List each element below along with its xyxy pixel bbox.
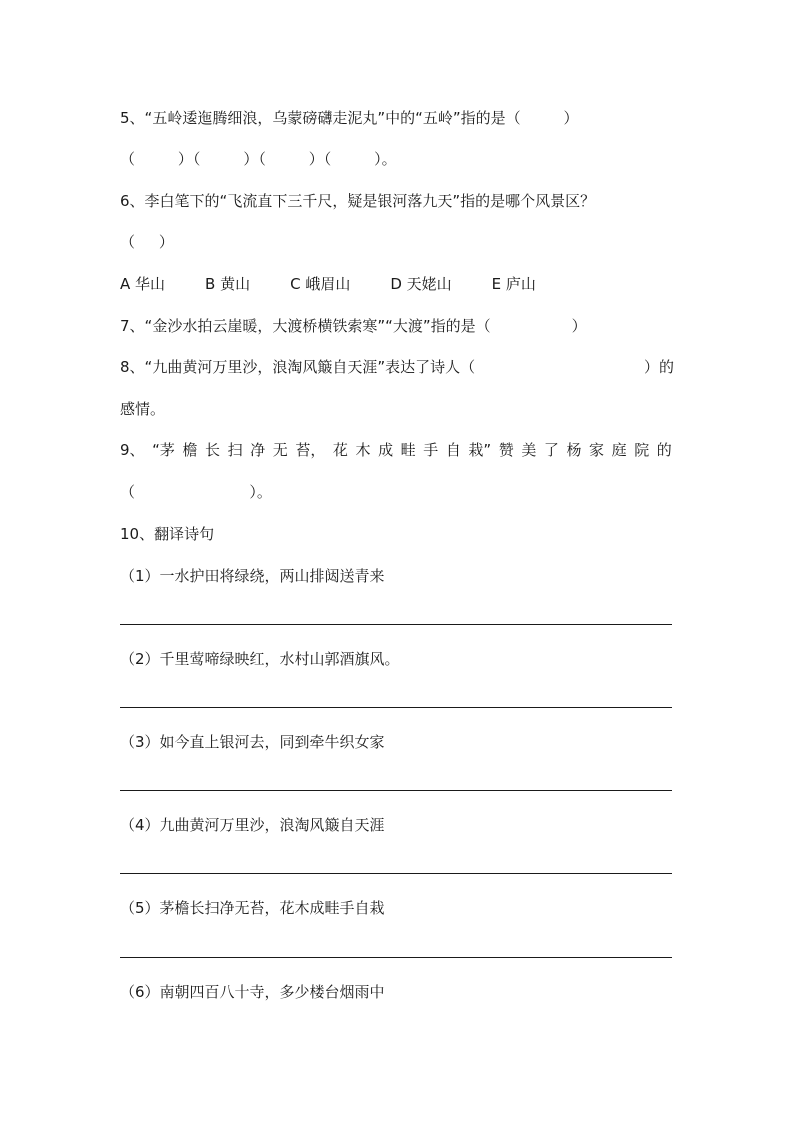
question-6-answer-blank: （ ） [120, 233, 174, 251]
answer-line-2[interactable] [120, 707, 672, 708]
q9-char: 畦 [400, 441, 416, 459]
q9-char: 的 [656, 441, 672, 459]
translate-item-4: （4）九曲黄河万里沙，浪淘风簸自天涯 [120, 816, 385, 834]
q9-char: 了 [543, 441, 559, 459]
q9-char: 9、 [120, 441, 145, 459]
question-6-options [120, 274, 576, 294]
q9-char: “茅 [152, 441, 175, 459]
question-9-text [120, 440, 672, 460]
q9-char: 檐 [182, 441, 198, 459]
translate-item-5: （5）茅檐长扫净无苔，花木成畦手自栽 [120, 899, 385, 917]
q9-char: 家 [589, 441, 605, 459]
translate-item-2: （2）千里莺啼绿映红，水村山郭酒旗风。 [120, 650, 400, 668]
q9-char: 杨 [566, 441, 582, 459]
question-5-text: 5、“五岭逶迤腾细浪，乌蒙磅礴走泥丸”中的“五岭”指的是（ ） [120, 109, 579, 127]
q9-char: 院 [634, 441, 650, 459]
q9-char: 花 [332, 441, 348, 459]
question-9-answer-blank: （ ）。 [120, 483, 272, 501]
option-b: B 黄山 [205, 275, 251, 293]
option-e: E 庐山 [491, 275, 536, 293]
q9-char: 扫 [227, 441, 243, 459]
question-6-text: 6、李白笔下的“飞流直下三千尺，疑是银河落九天”指的是哪个风景区？ [120, 192, 596, 210]
q9-char: 无 [272, 441, 288, 459]
option-c: C 峨眉山 [290, 275, 351, 293]
question-10-title: 10、翻译诗句 [120, 525, 215, 543]
answer-line-1[interactable] [120, 624, 672, 625]
answer-line-3[interactable] [120, 790, 672, 791]
q9-char: 木 [355, 441, 371, 459]
question-8-continuation: 感情。 [120, 400, 166, 418]
option-d: D 天姥山 [390, 275, 452, 293]
q9-char: 净 [250, 441, 266, 459]
question-8-text-end: ）的 [644, 358, 675, 376]
translate-item-3: （3）如今直上银河去，同到牵牛织女家 [120, 733, 385, 751]
q9-char: 栽” [468, 441, 492, 459]
q9-char: 苔， [295, 441, 326, 459]
question-7-text: 7、“金沙水拍云崖暖，大渡桥横铁索寒”“大渡”指的是（ ） [120, 317, 587, 335]
q9-char: 赞 [498, 441, 514, 459]
q9-char: 自 [445, 441, 461, 459]
answer-line-4[interactable] [120, 873, 672, 874]
q9-char: 成 [378, 441, 394, 459]
q9-char: 庭 [611, 441, 627, 459]
question-5-answer-blanks: （ ）（ ）（ ）（ ）。 [120, 150, 397, 168]
translate-item-6: （6）南朝四百八十寺，多少楼台烟雨中 [120, 983, 385, 1001]
translate-item-1: （1）一水护田将绿绕，两山排闼送青来 [120, 567, 385, 585]
question-8-text: 8、“九曲黄河万里沙，浪淘风簸自天涯”表达了诗人（ [120, 358, 476, 376]
q9-char: 美 [521, 441, 537, 459]
option-a: A 华山 [120, 275, 166, 293]
answer-line-5[interactable] [120, 957, 672, 958]
q9-char: 手 [423, 441, 439, 459]
q9-char: 长 [205, 441, 221, 459]
